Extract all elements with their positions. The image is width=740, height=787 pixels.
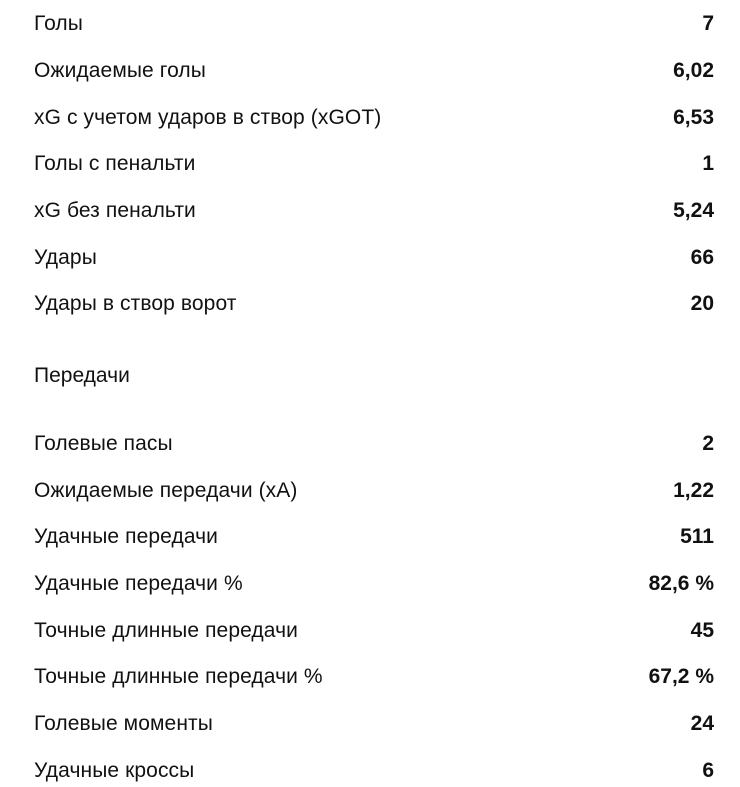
stat-label: Удары <box>34 246 97 269</box>
stat-value: 7 <box>702 12 714 35</box>
stat-row-penalty-goals <box>34 149 714 179</box>
stat-label: Ожидаемые передачи (xA) <box>34 479 298 502</box>
stat-label: Удары в створ ворот <box>34 292 237 315</box>
stat-label: Удачные передачи % <box>34 572 243 595</box>
stat-value: 66 <box>690 246 714 269</box>
stat-value: 6,53 <box>673 106 714 129</box>
stat-value: 1 <box>702 152 714 175</box>
stat-row-shots <box>34 243 714 273</box>
stat-row-accurate-passes-pct <box>34 569 714 599</box>
stat-value: 20 <box>690 292 714 315</box>
stat-value: 511 <box>680 525 714 548</box>
stat-label: Голы с пенальти <box>34 152 196 175</box>
stat-value: 6,02 <box>673 59 714 82</box>
stat-value: 24 <box>690 712 714 735</box>
stat-label: xG с учетом ударов в створ (xGOT) <box>34 106 382 129</box>
stat-value: 1,22 <box>673 479 714 502</box>
stat-row-shots-on-target <box>34 289 714 319</box>
stat-row-goals <box>34 9 714 39</box>
stat-row-accurate-long-balls <box>34 616 714 646</box>
stat-value: 2 <box>702 432 714 455</box>
stat-label: Ожидаемые голы <box>34 59 206 82</box>
stat-value: 5,24 <box>673 199 714 222</box>
stat-label: Точные длинные передачи % <box>34 665 323 688</box>
stat-row-expected-goals <box>34 56 714 86</box>
section-heading-passing: Передачи <box>34 364 130 387</box>
stat-label: xG без пенальти <box>34 199 196 222</box>
stat-value: 67,2 % <box>648 665 714 688</box>
stat-value: 82,6 % <box>648 572 714 595</box>
stat-value: 45 <box>690 619 714 642</box>
stat-row-chances-created <box>34 709 714 739</box>
stat-label: Удачные передачи <box>34 525 219 548</box>
stat-row-xgot <box>34 103 714 133</box>
stat-label: Точные длинные передачи <box>34 619 298 642</box>
stat-row-assists <box>34 429 714 459</box>
stat-row-accurate-crosses <box>34 756 714 786</box>
stat-label: Удачные кроссы <box>34 759 195 782</box>
stat-value: 6 <box>702 759 714 782</box>
stat-label: Голевые моменты <box>34 712 213 735</box>
stat-row-expected-assists <box>34 476 714 506</box>
stat-label: Голы <box>34 12 83 35</box>
stat-row-accurate-passes <box>34 522 714 552</box>
stat-row-accurate-long-balls-pct <box>34 662 714 692</box>
stat-row-npxg <box>34 196 714 226</box>
stat-label: Голевые пасы <box>34 432 173 455</box>
